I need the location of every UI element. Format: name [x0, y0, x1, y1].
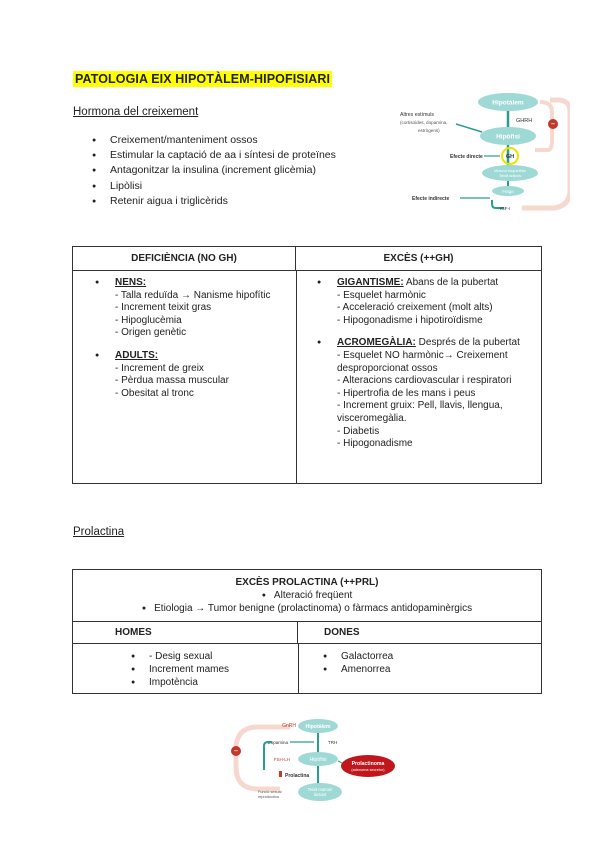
list-item: - Pèrdua massa muscular	[115, 375, 229, 387]
nens-heading: NENS:	[115, 277, 147, 288]
list-item: - Esquelet NO harmònic→ Creixement desproporcionat ossos	[337, 349, 508, 374]
svg-text:Fetge: Fetge	[502, 189, 514, 194]
svg-text:Efecte directe: Efecte directe	[450, 154, 483, 160]
svg-text:GnRH: GnRH	[282, 723, 296, 729]
svg-text:IGF-I: IGF-I	[500, 206, 511, 211]
gh-axis-diagram	[400, 90, 570, 218]
gh-heading: Hormona del creixement	[73, 106, 199, 118]
list-item: ● Alteració freqüent	[73, 589, 541, 602]
list-item: - Hipogonadisme i hipotiroïdisme	[337, 314, 483, 326]
gigantisme-section: ● GIGANTISME: Abans de la pubertat - Esquelet harmònic - Acceleració creixement (molt alts) - Hipogonadisme i hipotiroïdisme	[315, 277, 540, 327]
svg-text:Teixit adipós: Teixit adipós	[498, 173, 522, 178]
svg-text:TRH: TRH	[328, 740, 338, 745]
prolactina-heading: Prolactina	[73, 526, 125, 538]
list-item: - Alteracions cardiovascular i respiratori	[337, 375, 512, 387]
exces-header: EXCÈS (++GH)	[296, 247, 541, 271]
list-item: - Esquelet harmònic	[337, 289, 426, 301]
dones-header: DONES	[298, 622, 541, 644]
svg-text:GH: GH	[505, 154, 515, 160]
svg-text:Funció sexual: Funció sexual	[258, 790, 282, 794]
list-item: ● Creixement/manteniment ossos	[92, 133, 336, 148]
svg-text:−: −	[233, 746, 239, 756]
list-item: - Increment teixit gras	[115, 302, 212, 314]
list-item: ● Etiologia → Tumor benigne (prolactinoma) o fàrmacs antidopaminèrgics	[73, 602, 541, 615]
gh-bullets	[92, 133, 336, 209]
svg-text:(adenoma secretor): (adenoma secretor)	[351, 768, 385, 772]
list-item: ● Antagonitzar la insulina (increment glicèmia)	[92, 163, 336, 178]
prolactin-axis-diagram	[228, 715, 396, 807]
list-item: - Origen genètic	[115, 327, 187, 339]
list-item: - Hipogonadisme	[337, 438, 413, 450]
prolactinoma-label: Prolactinoma	[351, 761, 385, 767]
adults-section: ● ADULTS: - Increment de greix - Pèrdua massa muscular - Obesitat al tronc	[93, 350, 293, 400]
exces-cell	[315, 277, 540, 451]
homes-header: HOMES	[73, 622, 298, 644]
adults-heading: ADULTS:	[115, 349, 159, 361]
svg-text:Prolactina: Prolactina	[285, 773, 310, 779]
list-item: ● Estimular la captació de aa i síntesi de proteïnes	[92, 148, 336, 163]
svg-text:−: −	[550, 119, 556, 129]
list-item: - Obesitat al tronc	[115, 387, 194, 399]
column-divider	[298, 644, 299, 693]
svg-text:Hipotàlem: Hipotàlem	[305, 724, 331, 730]
svg-text:GHRH: GHRH	[516, 118, 533, 124]
nens-section: ● NENS: - Talla reduïda → Nanisme hipofític - Increment teixit gras - Hipoglucèmia - Origen genètic	[93, 277, 293, 340]
list-item: ● - Desig sexual	[131, 650, 229, 663]
list-item: ● Retenir aigua i triglicèrids	[92, 194, 336, 209]
list-item: - Diabetis	[337, 425, 380, 437]
deficiencia-cell	[93, 277, 293, 400]
list-item: - Talla reduïda → Nanisme hipofític	[115, 289, 271, 301]
gigantisme-desc: Abans de la pubertat	[403, 277, 499, 288]
prl-table-top	[73, 570, 541, 622]
prl-table	[72, 569, 542, 694]
svg-text:Altres estímuls: Altres estímuls	[400, 112, 435, 118]
svg-text:Efecte indirecte: Efecte indirecte	[412, 196, 450, 202]
list-item: ● Impotència	[131, 676, 229, 689]
acromegalia-section: ● ACROMEGÀLIA: Després de la pubertat - Esquelet NO harmònic→ Creixement desproporcionat ossos - Alteracions cardiovascular i respiratori - Hipertrofia de les mans i peus - Increment gruix: Pell, llavis, llengua, visceromegàlia. - Diabetis - Hipogonadisme	[315, 337, 540, 450]
hipotalem-label: Hipotàlem	[492, 99, 524, 107]
list-item: - Acceleració creixement (molt alts)	[337, 302, 493, 314]
gh-table	[72, 246, 542, 484]
list-item: - Increment gruix: Pell, llavis, llengua, visceromegàlia.	[337, 400, 503, 424]
svg-text:estrògens): estrògens)	[418, 128, 440, 133]
svg-text:Múscul esquelètic: Múscul esquelètic	[494, 168, 526, 173]
svg-text:Hipòfisi: Hipòfisi	[309, 757, 327, 763]
svg-text:reproductiva: reproductiva	[258, 795, 279, 799]
deficiencia-header: DEFICIÈNCIA (NO GH)	[73, 247, 296, 271]
list-item: - Hipoglucèmia	[115, 314, 182, 326]
svg-text:(cortisoides, dopamina,: (cortisoides, dopamina,	[400, 120, 448, 125]
hipofisi-label: Hipòfisi	[496, 133, 520, 141]
list-item: ● Increment mames	[131, 663, 229, 676]
page-title: PATOLOGIA EIX HIPOTÀLEM-HIPOFISIARI	[75, 72, 331, 86]
svg-text:FSH-LH: FSH-LH	[273, 757, 290, 762]
svg-text:Dopamina: Dopamina	[267, 740, 288, 745]
list-item: ● Galactorrea	[323, 650, 393, 663]
svg-text:lactant: lactant	[313, 792, 327, 797]
acromegalia-desc: Després de la pubertat	[415, 337, 520, 349]
list-item: - Hipertrofia de les mans i peus	[337, 387, 476, 399]
acromegalia-heading: ACROMEGÀLIA:	[337, 337, 416, 349]
list-item: ● Amenorrea	[323, 663, 393, 676]
list-item: ● Lipòlisi	[92, 179, 336, 194]
dones-list	[323, 650, 393, 676]
gigantisme-heading: GIGANTISME:	[337, 277, 404, 288]
column-divider	[296, 271, 297, 483]
prl-table-title: EXCÈS PROLACTINA (++PRL)	[235, 577, 379, 588]
homes-list	[131, 650, 229, 689]
list-item: - Increment de greix	[115, 362, 204, 374]
svg-text:Teixit mamari: Teixit mamari	[307, 787, 333, 792]
